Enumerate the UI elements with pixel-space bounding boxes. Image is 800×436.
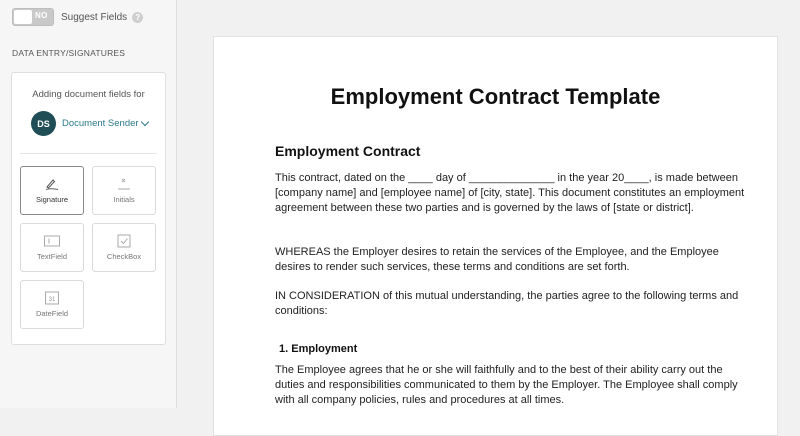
document-title: Employment Contract Template <box>330 84 661 109</box>
sender-name: Document Sender <box>62 118 139 129</box>
textfield-icon <box>43 234 61 248</box>
document-heading: Employment Contract <box>275 143 421 159</box>
checkbox-label: CheckBox <box>106 252 142 261</box>
signature-field-button[interactable] <box>20 166 84 215</box>
section-1-text: The Employee agrees that he or she will faithfully and to the best of their ability carry out the duties and responsibilities communicated to them by the Employer. The Employee shall comply with all company policies, rules and procedures at all times. <box>275 364 738 407</box>
document-page <box>213 36 778 436</box>
initials-field-button[interactable] <box>92 166 156 215</box>
datefield-button[interactable] <box>20 280 84 329</box>
sender-selector[interactable] <box>31 111 148 136</box>
sidebar <box>0 0 177 408</box>
textfield-button[interactable] <box>20 223 84 272</box>
toggle-knob <box>14 10 32 24</box>
signature-icon <box>43 177 61 191</box>
signature-label: Signature <box>35 195 69 204</box>
suggest-fields-label: Suggest Fields <box>61 11 128 23</box>
suggest-fields-toggle[interactable] <box>12 8 54 26</box>
chevron-down-icon <box>140 117 148 125</box>
fields-panel <box>11 72 166 345</box>
paragraph-3: IN CONSIDERATION of this mutual understanding, the parties agree to the following terms and conditions: <box>275 290 739 318</box>
initials-icon <box>115 177 133 191</box>
calendar-icon <box>43 291 61 305</box>
initials-label: Initials <box>113 195 135 204</box>
checkbox-button[interactable] <box>92 223 156 272</box>
section-1-heading: 1. Employment <box>279 343 358 355</box>
divider <box>20 153 157 154</box>
toggle-state-label: NO <box>35 11 48 20</box>
suggest-fields-row <box>12 8 143 26</box>
textfield-label: TextField <box>36 252 67 261</box>
help-icon[interactable]: ? <box>132 12 143 23</box>
datefield-label: DateField <box>35 309 69 318</box>
calendar-day: 31 <box>48 297 56 303</box>
paragraph-1: This contract, dated on the ____ day of ______________ in the year 20____, is made between [company name] and [employee name] of [city, state]. This document constitutes an employment agreement between these two parties and is governed by the laws of [state or district]. <box>275 172 745 215</box>
adding-fields-label: Adding document fields for <box>32 89 145 100</box>
checkbox-icon <box>115 234 133 248</box>
paragraph-2: WHEREAS the Employer desires to retain the services of the Employee, and the Employee desires to render such services, these terms and conditions are set forth. <box>275 246 719 274</box>
section-title: DATA ENTRY/SIGNATURES <box>12 48 126 58</box>
avatar: DS <box>31 111 56 136</box>
